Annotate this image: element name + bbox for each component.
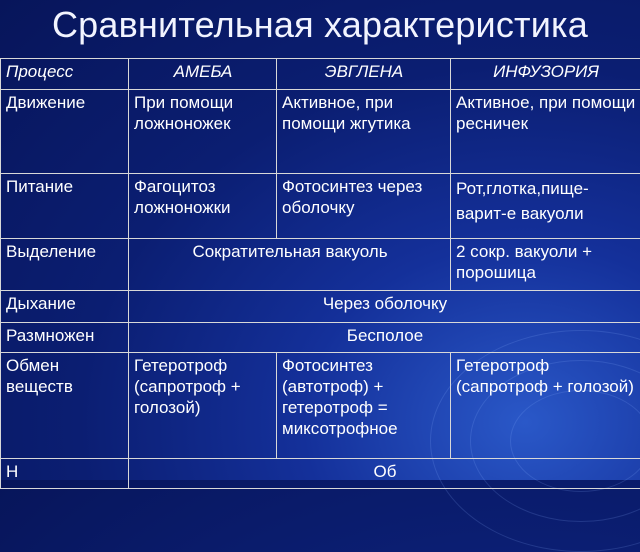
cell-shared: Сократительная вакуоль <box>129 239 451 291</box>
cell-amoeba: При помощи ложноножек <box>129 90 277 174</box>
header-infusoria: ИНФУЗОРИЯ <box>451 59 640 90</box>
cell-infusoria: 2 сокр. вакуоли + порошица <box>451 239 640 291</box>
cell-amoeba: Фагоцитоз ложноножки <box>129 174 277 239</box>
table-row <box>1 174 640 239</box>
cell-amoeba: Гетеротроф (сапротроф + голозой) <box>129 353 277 459</box>
header-euglena: ЭВГЛЕНА <box>277 59 451 90</box>
table-row <box>1 239 640 291</box>
row-label: Дыхание <box>1 291 129 323</box>
table-row <box>1 353 640 459</box>
header-row <box>1 59 640 90</box>
header-amoeba: АМЕБА <box>129 59 277 90</box>
row-label: Размножен <box>1 323 129 353</box>
row-label: Питание <box>1 174 129 239</box>
cell-euglena: Активное, при помощи жгутика <box>277 90 451 174</box>
cell-euglena: Фотосинтез (автотроф) + гетеротроф = миксотрофное <box>277 353 451 459</box>
row-label: Обмен веществ <box>1 353 129 459</box>
cell-infusoria: Рот,глотка,пище-варит-е вакуоли <box>451 174 640 239</box>
cell-shared: Бесполое <box>129 323 640 353</box>
cell-euglena: Фотосинтез через оболочку <box>277 174 451 239</box>
table-row <box>1 90 640 174</box>
cell-shared: Об <box>129 459 640 489</box>
row-label: Движение <box>1 90 129 174</box>
header-process: Процесс <box>1 59 129 90</box>
row-label: Н <box>1 459 129 489</box>
cell-infusoria: Активное, при помощи ресничек <box>451 90 640 174</box>
comparison-table <box>0 58 640 489</box>
row-label: Выделение <box>1 239 129 291</box>
page-title: Сравнительная характеристика <box>0 4 640 46</box>
table-row <box>1 323 640 353</box>
table-row <box>1 291 640 323</box>
cell-shared: Через оболочку <box>129 291 640 323</box>
cell-infusoria: Гетеротроф (сапротроф + голозой) <box>451 353 640 459</box>
table-row <box>1 459 640 489</box>
